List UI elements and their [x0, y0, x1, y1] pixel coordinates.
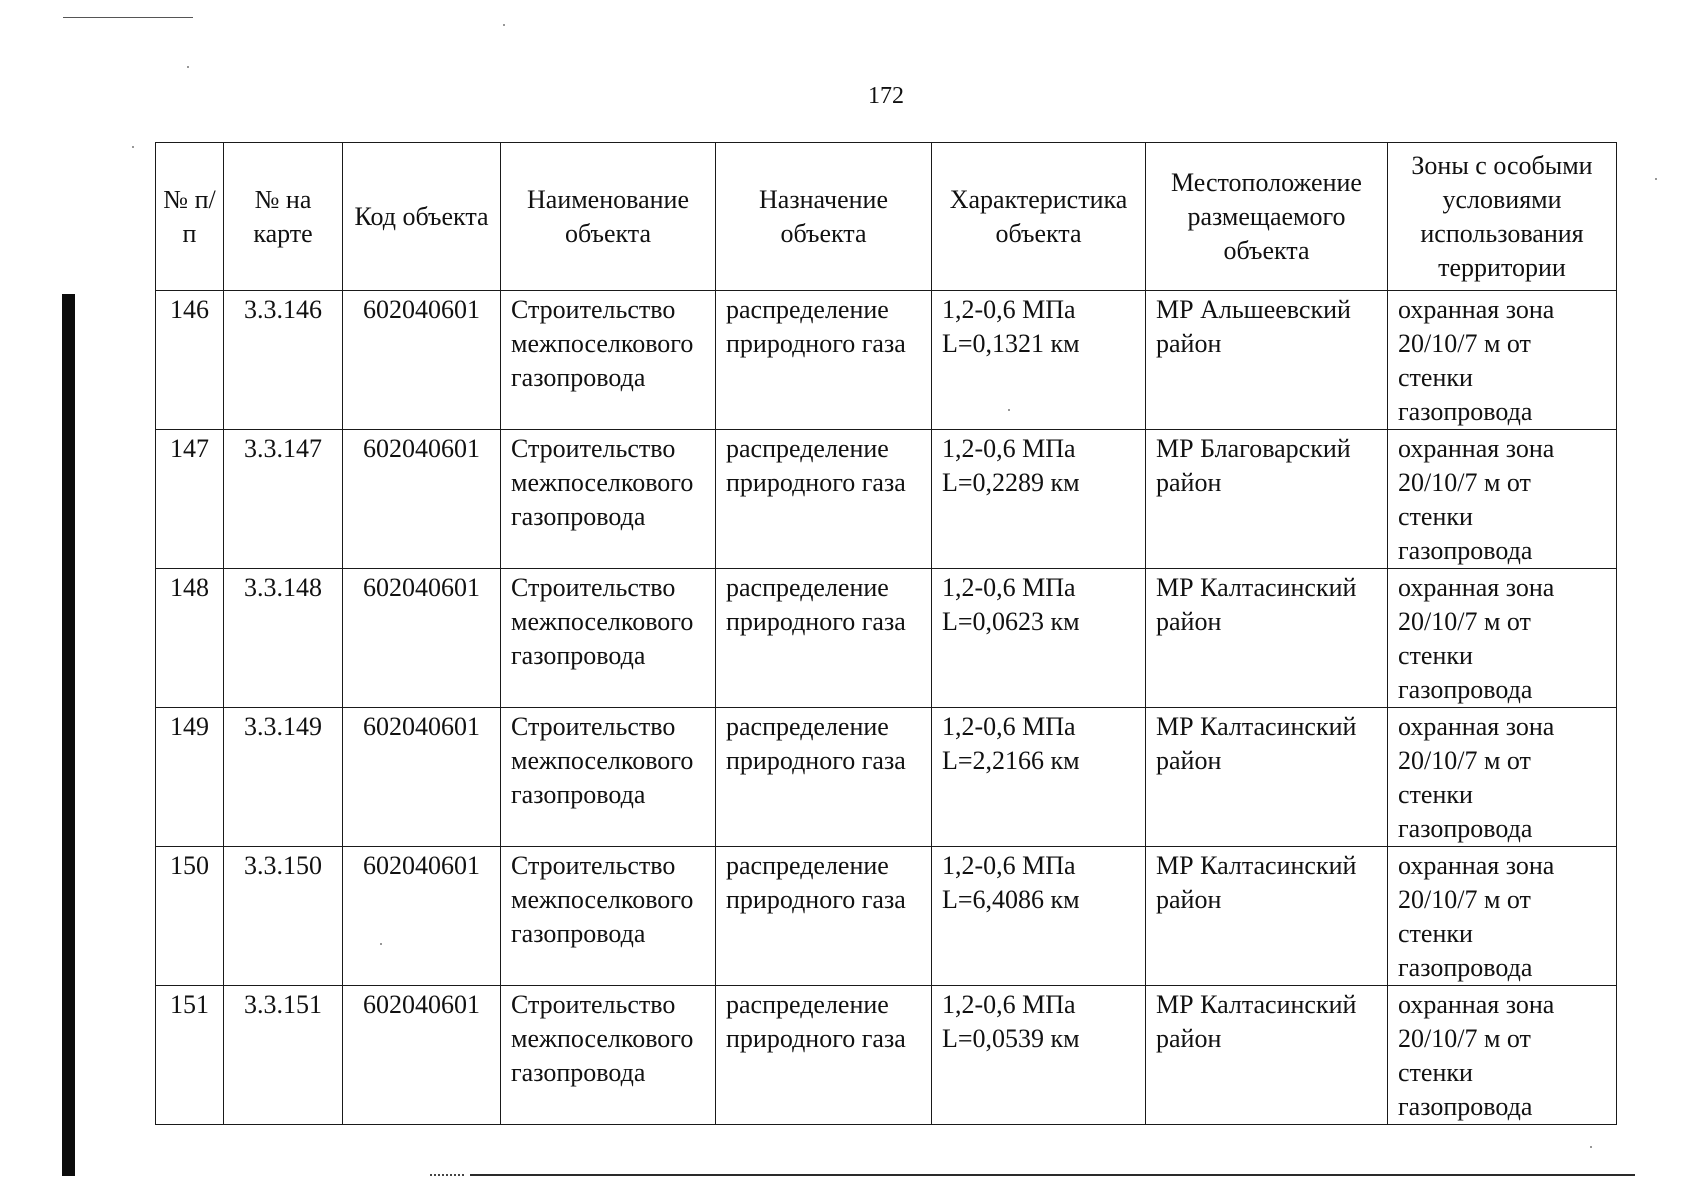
cell-map-number: 3.3.151 [224, 986, 343, 1125]
cell-object-name: Строительство межпоселкового газопровода [501, 847, 716, 986]
cell-object-name: Строительство межпоселкового газопровода [501, 291, 716, 430]
page-number: 172 [868, 83, 904, 109]
characteristic-text: 1,2-0,6 МПа L=0,0623 км [942, 573, 1080, 636]
header-object-purpose: Назначение объекта [716, 143, 932, 291]
cell-map-number: 3.3.147 [224, 430, 343, 569]
cell-object-location: МР Благоварский район [1146, 430, 1388, 569]
table-body [156, 291, 1617, 1125]
cell-object-location: МР Калтасинский район [1146, 569, 1388, 708]
table-row [156, 708, 1617, 847]
characteristic-text: 1,2-0,6 МПа L=0,0539 км [942, 990, 1080, 1053]
cell-object-purpose: распределение природного газа [716, 847, 932, 986]
header-map-number: № на карте [224, 143, 343, 291]
scan-speck [1655, 178, 1657, 180]
cell-object-purpose: распределение природного газа [716, 430, 932, 569]
cell-object-characteristic [932, 430, 1146, 569]
cell-special-zone: охранная зона 20/10/7 м от стенки газопровода [1388, 847, 1617, 986]
table-row [156, 569, 1617, 708]
scan-speck [187, 66, 189, 68]
scan-binding-shadow [62, 294, 75, 1176]
scan-edge-line-bottom [470, 1174, 1635, 1176]
cell-object-code: 602040601 [343, 430, 501, 569]
cell-object-location: МР Калтасинский район [1146, 847, 1388, 986]
header-object-code: Код объекта [343, 143, 501, 291]
cell-object-code: 602040601 [343, 291, 501, 430]
cell-object-location: МР Калтасинский район [1146, 986, 1388, 1125]
characteristic-text: 1,2-0,6 МПа L=6,4086 км [942, 851, 1080, 914]
cell-row-number: 150 [156, 847, 224, 986]
cell-object-characteristic [932, 569, 1146, 708]
cell-object-name: Строительство межпоселкового газопровода [501, 569, 716, 708]
cell-object-characteristic [932, 847, 1146, 986]
cell-object-characteristic [932, 291, 1146, 430]
cell-map-number: 3.3.148 [224, 569, 343, 708]
cell-special-zone: охранная зона 20/10/7 м от стенки газопровода [1388, 986, 1617, 1125]
header-object-characteristic: Характеристика объекта [932, 143, 1146, 291]
header-row [156, 143, 1617, 291]
cell-row-number: 151 [156, 986, 224, 1125]
cell-row-number: 149 [156, 708, 224, 847]
cell-object-code: 602040601 [343, 708, 501, 847]
table-row [156, 430, 1617, 569]
header-row-number: № п/п [156, 143, 224, 291]
cell-special-zone: охранная зона 20/10/7 м от стенки газопровода [1388, 569, 1617, 708]
cell-row-number: 146 [156, 291, 224, 430]
cell-object-code: 602040601 [343, 986, 501, 1125]
objects-table [155, 142, 1617, 1125]
cell-map-number: 3.3.150 [224, 847, 343, 986]
cell-object-purpose: распределение природного газа [716, 569, 932, 708]
cell-object-characteristic [932, 986, 1146, 1125]
cell-object-purpose: распределение природного газа [716, 708, 932, 847]
cell-object-name: Строительство межпоселкового газопровода [501, 708, 716, 847]
characteristic-text: 1,2-0,6 МПа L=0,1321 км [942, 295, 1080, 358]
cell-object-characteristic [932, 708, 1146, 847]
characteristic-text: 1,2-0,6 МПа L=0,2289 км [942, 434, 1080, 497]
scan-edge-line-top [63, 17, 193, 18]
scan-edge-dash-bottom [430, 1174, 464, 1176]
cell-map-number: 3.3.146 [224, 291, 343, 430]
table-row [156, 291, 1617, 430]
scan-speck [1590, 1146, 1592, 1148]
table-row [156, 986, 1617, 1125]
header-object-name: Наименование объекта [501, 143, 716, 291]
cell-object-name: Строительство межпоселкового газопровода [501, 986, 716, 1125]
header-special-zones: Зоны с особыми условиями использования территории [1388, 143, 1617, 291]
cell-object-purpose: распределение природного газа [716, 291, 932, 430]
scan-speck [132, 146, 134, 148]
table-row [156, 847, 1617, 986]
cell-object-name: Строительство межпоселкового газопровода [501, 430, 716, 569]
characteristic-text: 1,2-0,6 МПа L=2,2166 км [942, 712, 1080, 775]
cell-special-zone: охранная зона 20/10/7 м от стенки газопровода [1388, 430, 1617, 569]
cell-object-purpose: распределение природного газа [716, 986, 932, 1125]
cell-object-location: МР Альшеевский район [1146, 291, 1388, 430]
cell-map-number: 3.3.149 [224, 708, 343, 847]
cell-object-code: 602040601 [343, 569, 501, 708]
cell-row-number: 148 [156, 569, 224, 708]
header-object-location: Местоположение размещаемого объекта [1146, 143, 1388, 291]
cell-special-zone: охранная зона 20/10/7 м от стенки газопровода [1388, 291, 1617, 430]
cell-special-zone: охранная зона 20/10/7 м от стенки газопровода [1388, 708, 1617, 847]
cell-object-code: 602040601 [343, 847, 501, 986]
table-header [156, 143, 1617, 291]
scan-speck [503, 24, 505, 26]
cell-object-location: МР Калтасинский район [1146, 708, 1388, 847]
cell-row-number: 147 [156, 430, 224, 569]
